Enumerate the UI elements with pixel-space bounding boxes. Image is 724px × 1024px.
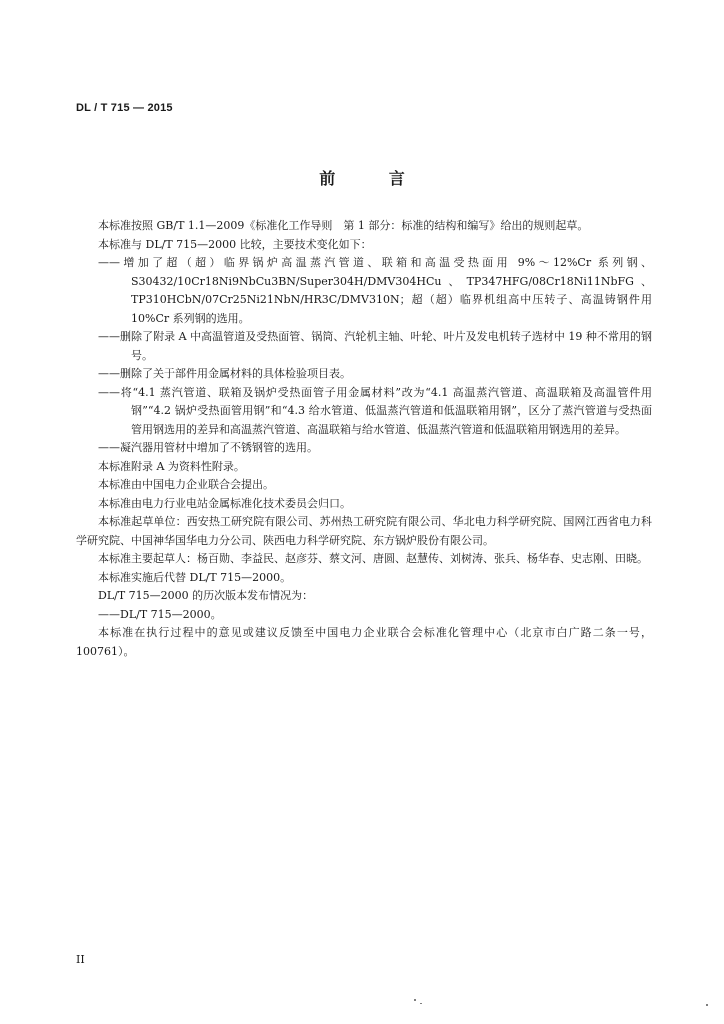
- paragraph-replaces: 本标准实施后代替 DL/T 715—2000。: [98, 570, 292, 584]
- paragraph-committee: 本标准由电力行业电站金属标准化技术委员会归口。: [98, 496, 351, 510]
- scan-speck: [420, 1003, 422, 1004]
- foreword-body: [76, 217, 652, 661]
- document-code: DL / T 715 — 2015: [76, 102, 173, 114]
- paragraph-drafters: 本标准主要起草人：杨百勋、李益民、赵彦芬、蔡文河、唐圆、赵慧传、刘树涛、张兵、杨华春、史志刚、田晓。: [98, 552, 648, 565]
- paragraph-feedback: 本标准在执行过程中的意见或建议反馈至中国电力企业联合会标准化管理中心（北京市白广路二条一号，100761）。: [76, 626, 652, 658]
- paragraph-history-intro: DL/T 715—2000 的历次版本发布情况为：: [98, 589, 314, 602]
- history-item: ——DL/T 715—2000。: [98, 607, 222, 621]
- paragraph-appendix: 本标准附录 A 为资料性附录。: [98, 459, 245, 473]
- change-item-3: ——删除了关于部件用金属材料的具体检验项目表。: [98, 367, 351, 380]
- change-item-5: ——凝汽器用管材中增加了不锈钢管的选用。: [98, 441, 318, 454]
- change-item-2: ——删除了附录 A 中高温管道及受热面管、锅筒、汽轮机主轴、叶轮、叶片及发电机转子选材中 19 种不常用的钢号。: [98, 330, 652, 362]
- change-item-1: ——增加了超（超）临界锅炉高温蒸汽管道、联箱和高温受热面用 9%～12%Cr 系列钢、S30432/10Cr18Ni9NbCu3BN/Super304H/DMV304HCu、TP347HFG/08Cr18Ni11NbFG、TP310HCbN/07Cr25Ni21NbN/HR3C/DMV310N；超（超）临界机组高中压转子、高温铸钢件用 10%Cr 系列钢的选用。: [98, 256, 652, 325]
- scan-speck: [414, 999, 416, 1001]
- scan-speck: [706, 1004, 708, 1006]
- change-item-4: ——将“4.1 蒸汽管道、联箱及锅炉受热面管子用金属材料”改为“4.1 高温蒸汽管道、高温联箱及高温管件用钢”“4.2 锅炉受热面管用钢”和“4.3 给水管道、低温蒸汽管道和低温联箱用钢”，区分了蒸汽管道与受热面管用钢选用的差异和高温蒸汽管道、高温联箱与给水管道、低温蒸汽管道和低温联箱用钢选用的差异。: [98, 385, 652, 436]
- paragraph-drafting-rules: 本标准按照 GB/T 1.1—2009《标准化工作导则 第 1 部分：标准的结构和编写》给出的规则起草。: [98, 219, 589, 232]
- page-number: II: [76, 953, 85, 966]
- page-title: 前 言: [319, 169, 429, 188]
- paragraph-changes-intro: 本标准与 DL/T 715—2000 比较，主要技术变化如下：: [98, 237, 372, 251]
- paragraph-drafting-units: 本标准起草单位：西安热工研究院有限公司、苏州热工研究院有限公司、华北电力科学研究院、国网江西省电力科学研究院、中国神华国华电力分公司、陕西电力科学研究院、东方锅炉股份有限公司。: [76, 515, 652, 547]
- paragraph-proposer: 本标准由中国电力企业联合会提出。: [98, 478, 274, 491]
